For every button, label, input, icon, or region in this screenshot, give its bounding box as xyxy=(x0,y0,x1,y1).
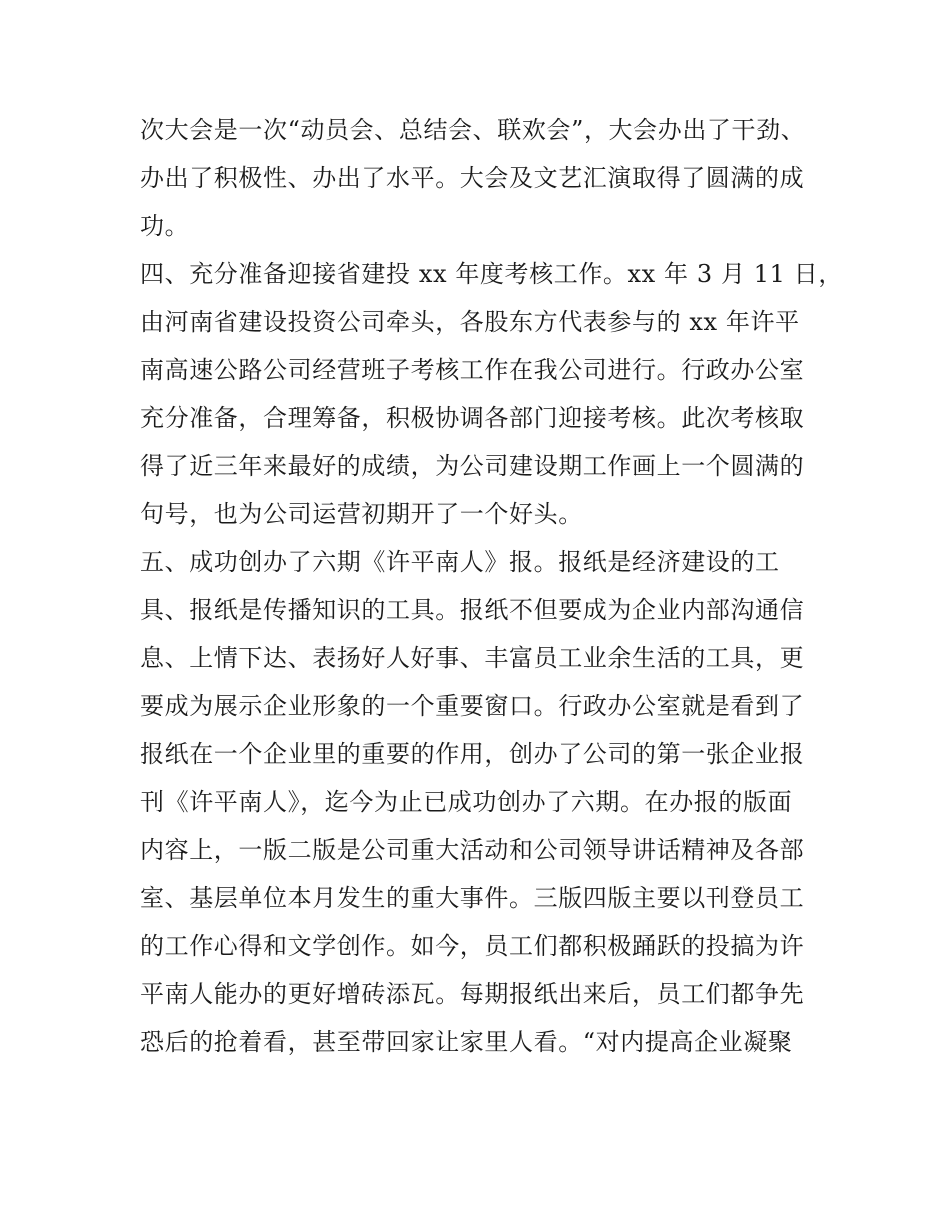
text-line: 句号，也为公司运营初期开了一个好头。 xyxy=(140,500,583,528)
text-line: 由河南省建设投资公司牵头，各股东方代表参与的 xx 年许平 xyxy=(140,308,800,336)
text-line: 功。 xyxy=(140,212,190,240)
text-line: 办出了积极性、办出了水平。大会及文艺汇演取得了圆满的成 xyxy=(140,164,805,192)
text-line: 具、报纸是传播知识的工具。报纸不但要成为企业内部沟通信 xyxy=(140,596,805,624)
text-line: 要成为展示企业形象的一个重要窗口。行政办公室就是看到了 xyxy=(140,692,805,720)
text-line: 南高速公路公司经营班子考核工作在我公司进行。行政办公室 xyxy=(140,356,805,384)
body-text xyxy=(140,106,843,1066)
text-line: 的工作心得和文学创作。如今，员工们都积极踊跃的投搞为许 xyxy=(140,932,805,960)
text-line: 次大会是一次“动员会、总结会、联欢会”，大会办出了干劲、 xyxy=(140,116,806,144)
text-line: 刊《许平南人》，迄今为止已成功创办了六期。在办报的版面 xyxy=(140,788,793,816)
text-line: 报纸在一个企业里的重要的作用，创办了公司的第一张企业报 xyxy=(140,740,805,768)
text-line: 内容上，一版二版是公司重大活动和公司领导讲话精神及各部 xyxy=(140,836,805,864)
text-line: 得了近三年来最好的成绩，为公司建设期工作画上一个圆满的 xyxy=(140,452,805,480)
text-line: 恐后的抢着看，甚至带回家让家里人看。“对内提高企业凝聚 xyxy=(140,1028,793,1056)
text-line: 平南人能办的更好增砖添瓦。每期报纸出来后，员工们都争先 xyxy=(140,980,805,1008)
section-five-heading-line: 五、成功创办了六期《许平南人》报。报纸是经济建设的工 xyxy=(140,548,780,576)
text-line: 息、上情下达、表扬好人好事、丰富员工业余生活的工具，更 xyxy=(140,644,805,672)
text-line: 室、基层单位本月发生的重大事件。三版四版主要以刊登员工 xyxy=(140,884,805,912)
text-line: 充分准备，合理筹备，积极协调各部门迎接考核。此次考核取 xyxy=(140,404,805,432)
section-four-heading-line: 四、充分准备迎接省建投 xx 年度考核工作。xx 年 3 月 11 日， xyxy=(140,260,843,288)
